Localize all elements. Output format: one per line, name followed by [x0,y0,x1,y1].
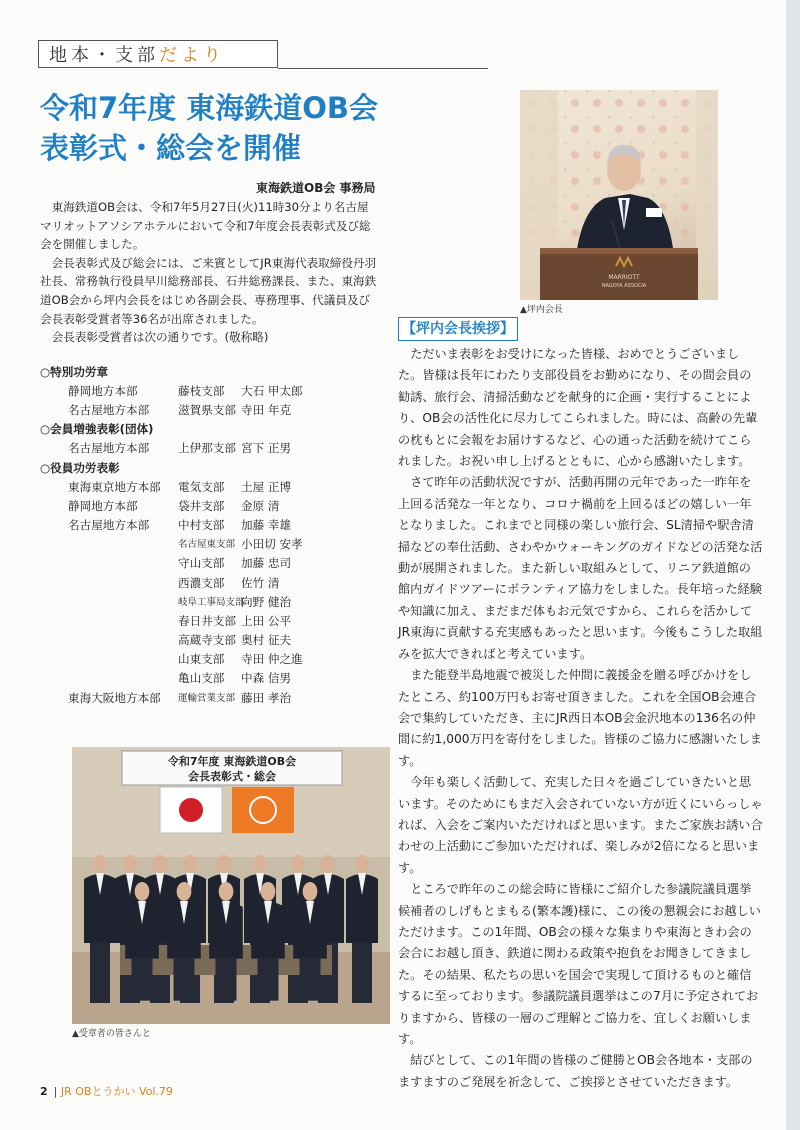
award-region [40,593,178,612]
award-branch: 袋井支部 [178,498,225,513]
award-recipient: 中森 信男 [241,671,292,686]
award-branch: 守山支部 [178,556,225,571]
award-row [40,516,385,535]
speech-paragraph: さて昨年の活動状況ですが、活動再開の元年であった一昨年を上回る活発な一年となり、コロナ禍前を上回るほどの嬉しい一年となりました。これまでと同様の楽しい旅行会、SL清掃や駅舎清掃などの奉仕活動、さわやかウォーキングのガイドなどの活発な活動が展開されました。また新しい取組みとして、リニア鉄道館の館内ガイドツアーにボランティア協力をしました。長年培った経験や知識に加え、まだまだ体もお元気ですから、これらを活かしてJR東海に貢献する充実感もあったと思います。今後もこうした取組みを拡大できればと考えています。 [398,475,763,661]
speech-text [398,344,763,1093]
award-branch: 亀山支部 [178,671,225,686]
award-region [40,650,178,669]
award-recipient: 奥村 征夫 [241,633,292,648]
intro-paragraph: 会長表彰式及び総会には、ご来賓としてJR東海代表取締役丹羽社長、常務執行役員早川総務部長、石井総務課長、また、東海鉄道OB会から坪内会長をはじめ各副会長、専務理事、代議員及び会長表彰受賞者等36名が出席されました。 [40,255,377,326]
speaker-photo-drawing [520,90,718,300]
award-branch: 電気支部 [178,479,225,494]
footer-separator: | [53,1085,61,1098]
award-recipient: 加藤 幸雄 [241,517,292,532]
award-branch: 藤枝支部 [178,384,225,398]
japan-flag-icon [179,798,203,822]
award-row [40,535,385,554]
award-region [40,669,178,688]
award-recipient: 金原 清 [241,498,280,513]
speech-paragraph: ただいま表彰をお受けになった皆様、おめでとうございました。皆様は長年にわたり支部役員をお勤めになり、その間会員の勧誘、旅行会、清掃活動などを献身的に企画・実行することにより、OB会の活性化に尽力してこられました。時には、高齢の先輩の枕もとに会報をお届けするなど、心の通った活動を続けてこられました。お祝い申し上げるとともに、心から感謝いたします。 [398,347,758,469]
award-row [40,439,385,458]
speech-heading: 【坪内会長挨拶】 [398,317,518,341]
intro-paragraph: 会長表彰受賞者は次の通りです。(敬称略) [51,330,269,345]
award-recipient: 加藤 忠司 [241,556,292,571]
award-recipient: 佐竹 清 [241,575,280,590]
award-region [40,574,178,593]
award-row [40,689,385,708]
award-recipient: 寺田 年克 [241,403,292,418]
award-row [40,382,385,401]
award-row [40,497,385,516]
award-row [40,612,385,631]
speech-paragraph: 今年も楽しく活動して、充実した日々を過ごしていきたいと思います。そのためにもまだ入会されていない方が近くにいらっしゃれば、入会をご案内いただければと思います。またご家族お誘い合わせの上活動にご参加いただければ、楽しみが2倍になると思います。 [398,775,763,875]
podium-text-2: NAGOYA ASSOCIA [601,283,647,289]
award-row [40,650,385,669]
speech-paragraph: ところで昨年のこの総会時に皆様にご紹介した参議院議員選挙候補者のしげもとまもる(繁本護)様に、この後の懇親会にお越しいただけます。この1年間、OB会の様々な集まりや東海ときわ会の会合にお越し頂き、鉄道に関わる政策や抱負をお聞きしてきました。その結果、私たちの思いを国会で実現して頂けるものと確信するに至っております。参議院議員選挙はこの7月に予定されておりますから、皆様の一層のご理解とご協力を、宜しくお願いします。 [398,882,761,1046]
article-title [40,88,378,168]
award-region: 静岡地方本部 [68,384,138,398]
award-row [40,554,385,573]
award-region: 名古屋地方本部 [68,403,150,418]
award-recipient: 向野 健治 [241,594,292,609]
award-region [40,631,178,650]
section-header-accent: だより [159,45,225,66]
award-branch: 滋賀県支部 [178,403,236,418]
award-row [40,401,385,420]
award-branch: 山東支部 [178,652,225,667]
award-recipient: 寺田 仲之進 [241,652,303,667]
podium-text-1: MARRIOTT [608,274,640,281]
award-category-title: ○役員功労表彰 [40,460,120,475]
award-branch: 上伊那支部 [178,441,236,456]
award-branch: 高蔵寺支部 [178,633,236,648]
award-region: 名古屋地方本部 [68,517,150,532]
page-footer [40,1083,173,1099]
award-branch: 岐阜工事局支部 [178,596,245,608]
award-category-title: ○特別功労章 [40,365,109,379]
award-branch: 西濃支部 [178,575,225,590]
header-rule [278,68,488,69]
award-branch: 運輸営業支部 [178,692,236,704]
award-recipient: 大石 甲太郎 [241,384,303,398]
award-region: 東海大阪地方本部 [68,690,161,705]
banner-line-1: 令和7年度 東海鉄道OB会 [167,755,297,768]
group-photo-caption: ▲受章者の皆さんと [72,1029,151,1039]
speaker-photo-caption: ▲坪内会長 [520,305,563,315]
group-photo-drawing [72,747,390,1024]
award-region [40,535,178,554]
magazine-name: JR OBとうかい Vol.79 [60,1085,173,1098]
page-number: 2 [40,1085,48,1098]
award-recipient: 宮下 正男 [241,441,292,456]
award-branch: 中村支部 [178,517,225,532]
award-region: 東海東京地方本部 [68,479,161,494]
award-row [40,478,385,497]
award-recipient: 土屋 正博 [241,479,292,494]
group-photo [72,747,390,1024]
name-badge [646,208,662,217]
award-recipient: 藤田 孝治 [241,690,292,705]
speech-paragraph: また能登半島地震で被災した仲間に義援金を贈る呼びかけをしたところ、約100万円もお寄せ頂きました。これを全国OB会連合会で集約していただき、主にJR西日本OB会金沢地本の136名の仲間に約1,000万円を寄付をしました。皆様のご協力に感謝いたします。 [398,668,762,768]
section-header [38,40,278,68]
award-category-title: ○会員増強表彰(団体) [40,422,154,437]
title-line-1: 令和7年度 東海鉄道OB会 [40,91,379,125]
article-source: 東海鉄道OB会 事務局 [256,181,376,195]
award-recipient: 小田切 安孝 [241,537,303,552]
award-list [40,363,385,708]
award-row [40,631,385,650]
award-row [40,669,385,688]
award-recipient: 上田 公平 [241,613,292,628]
award-region [40,554,178,573]
intro-paragraph: 東海鉄道OB会は、令和7年5月27日(火)11時30分より名古屋マリオットアソシアホテルにおいて令和7年度会長表彰式及び総会を開催しました。 [40,200,371,252]
award-row [40,574,385,593]
award-region [40,612,178,631]
banner-line-2: 会長表彰式・総会 [188,770,276,783]
award-region: 静岡地方本部 [68,498,138,513]
speaker-photo [520,90,718,300]
title-line-2: 表彰式・総会を開催 [40,131,302,165]
award-branch: 春日井支部 [178,613,236,628]
intro-text [40,198,380,347]
next-page-edge [786,0,800,1130]
award-region: 名古屋地方本部 [68,441,150,456]
award-branch: 名古屋東支部 [178,539,236,551]
award-row [40,593,385,612]
speech-paragraph: 結びとして、この1年間の皆様のご健勝とOB会各地本・支部のますますのご発展を祈念して、ご挨拶とさせていただきます。 [398,1053,753,1089]
section-header-main: 地本・支部 [49,45,159,66]
